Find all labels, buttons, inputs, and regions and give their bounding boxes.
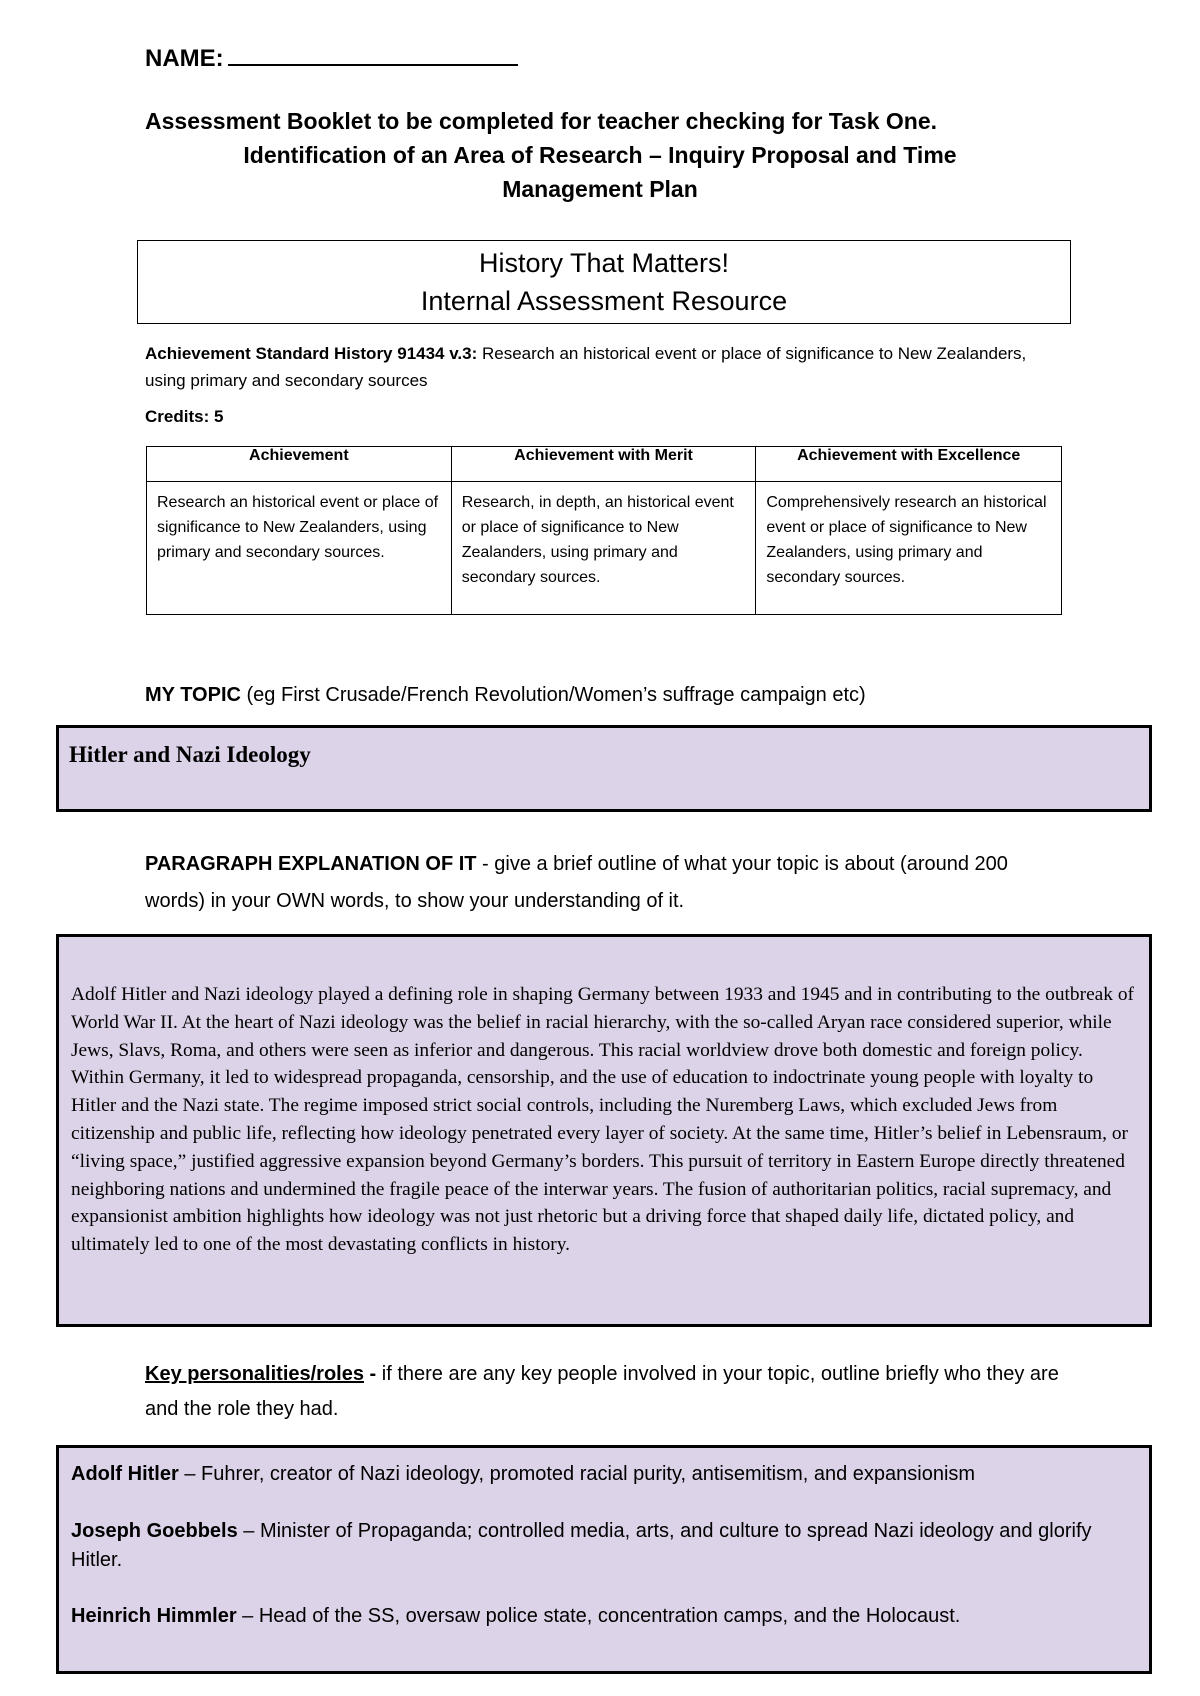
- achievement-table: [146, 446, 1062, 615]
- key-people-dash: -: [363, 1363, 382, 1385]
- paragraph-text[interactable]: Adolf Hitler and Nazi ideology played a defining role in shaping Germany between 1933 and 1945 and in contributing to the outbreak of World War II. At the heart of Nazi ideology was the belief in racial hierarchy, with the so-called Aryan race considered superior, while Jews, Slavs, Roma, and others were seen as inferior and dangerous. This racial worldview drove both domestic and foreign policy. Within Germany, it led to widespread propaganda, censorship, and the use of education to indoctrinate young people with loyalty to Hitler and the Nazi state. The regime imposed strict social controls, including the Nuremberg Laws, which excluded Jews from citizenship and public life, reflecting how ideology penetrated every layer of society. At the same time, Hitler’s belief in Lebensraum, or “living space,” justified aggressive expansion beyond Germany’s borders. This pursuit of territory in Eastern Europe directly threatened neighboring nations and undermined the fragile peace of the interwar years. The fusion of authoritarian politics, racial supremacy, and expansionist ambition highlights how ideology was not just rhetoric but a driving force that shaped daily life, dictated policy, and ultimately led to one of the most devastating conflicts in history.: [71, 984, 1134, 1256]
- cell-merit: Research, in depth, an historical event or place of significance to New Zealanders, using primary and secondary sources.: [451, 482, 756, 615]
- standard-text: Research an historical event or place of significance to New Zealanders, using primary and secondary sources: [145, 344, 1027, 390]
- key-people-input-box[interactable]: [56, 1445, 1152, 1674]
- cell-achievement: Research an historical event or place of significance to New Zealanders, using primary and secondary sources.: [147, 482, 452, 615]
- person-entry[interactable]: [71, 1517, 1131, 1575]
- topic-hint: (eg First Crusade/French Revolution/Women’s suffrage campaign etc): [246, 684, 866, 706]
- paragraph-input-box[interactable]: [56, 934, 1152, 1327]
- person-name: Joseph Goebbels: [71, 1520, 238, 1542]
- person-role: – Head of the SS, oversaw police state, concentration camps, and the Holocaust.: [236, 1605, 961, 1627]
- achievement-standard: [145, 340, 1065, 394]
- name-label: NAME:: [145, 45, 224, 72]
- key-people-label: [145, 1357, 1065, 1427]
- resource-title: History That Matters!: [478, 248, 730, 278]
- cell-excellence: Comprehensively research an historical event or place of significance to New Zealanders, using primary and secondary sources.: [756, 482, 1062, 615]
- person-role: – Minister of Propaganda; controlled media, arts, and culture to spread Nazi ideology and glorify Hitler.: [71, 1520, 1092, 1571]
- standard-label: Achievement Standard History 91434 v.3:: [145, 344, 478, 363]
- topic-label: [145, 684, 866, 707]
- person-entry[interactable]: [71, 1460, 1131, 1489]
- key-people-hint: if there are any key people involved in your topic, outline briefly who they are and the role they had.: [145, 1363, 1059, 1420]
- table-header-row: [147, 447, 1062, 482]
- topic-input-box[interactable]: [56, 725, 1152, 812]
- booklet-line-3: Management Plan: [502, 176, 698, 202]
- paragraph-label-title: PARAGRAPH EXPLANATION OF IT: [145, 853, 477, 875]
- resource-subtitle: Internal Assessment Resource: [420, 286, 788, 316]
- paragraph-hint: - give a brief outline of what your topic is about (around 200 words) in your OWN words, to show your understanding of it.: [145, 853, 1008, 912]
- header-excellence: Achievement with Excellence: [756, 447, 1062, 482]
- person-name: Heinrich Himmler: [71, 1605, 237, 1627]
- booklet-line-1: Assessment Booklet to be completed for teacher checking for Task One.: [145, 108, 938, 134]
- paragraph-label: [145, 846, 1065, 920]
- name-field[interactable]: [145, 44, 518, 73]
- name-blank-line[interactable]: [228, 44, 518, 66]
- header-achievement: Achievement: [147, 447, 452, 482]
- topic-label-title: MY TOPIC: [145, 684, 241, 706]
- person-name: Adolf Hitler: [71, 1463, 179, 1485]
- resource-title-box: [137, 240, 1071, 324]
- booklet-heading: [100, 104, 1100, 206]
- credits: Credits: 5: [145, 407, 224, 426]
- header-merit: Achievement with Merit: [451, 447, 756, 482]
- person-role: – Fuhrer, creator of Nazi ideology, promoted racial purity, antisemitism, and expansionism: [178, 1463, 976, 1485]
- person-entry[interactable]: [71, 1602, 1131, 1631]
- topic-value[interactable]: Hitler and Nazi Ideology: [69, 742, 311, 767]
- key-people-title: Key personalities/roles: [145, 1363, 364, 1385]
- table-row: [147, 482, 1062, 615]
- booklet-line-2: Identification of an Area of Research – Inquiry Proposal and Time: [243, 142, 957, 168]
